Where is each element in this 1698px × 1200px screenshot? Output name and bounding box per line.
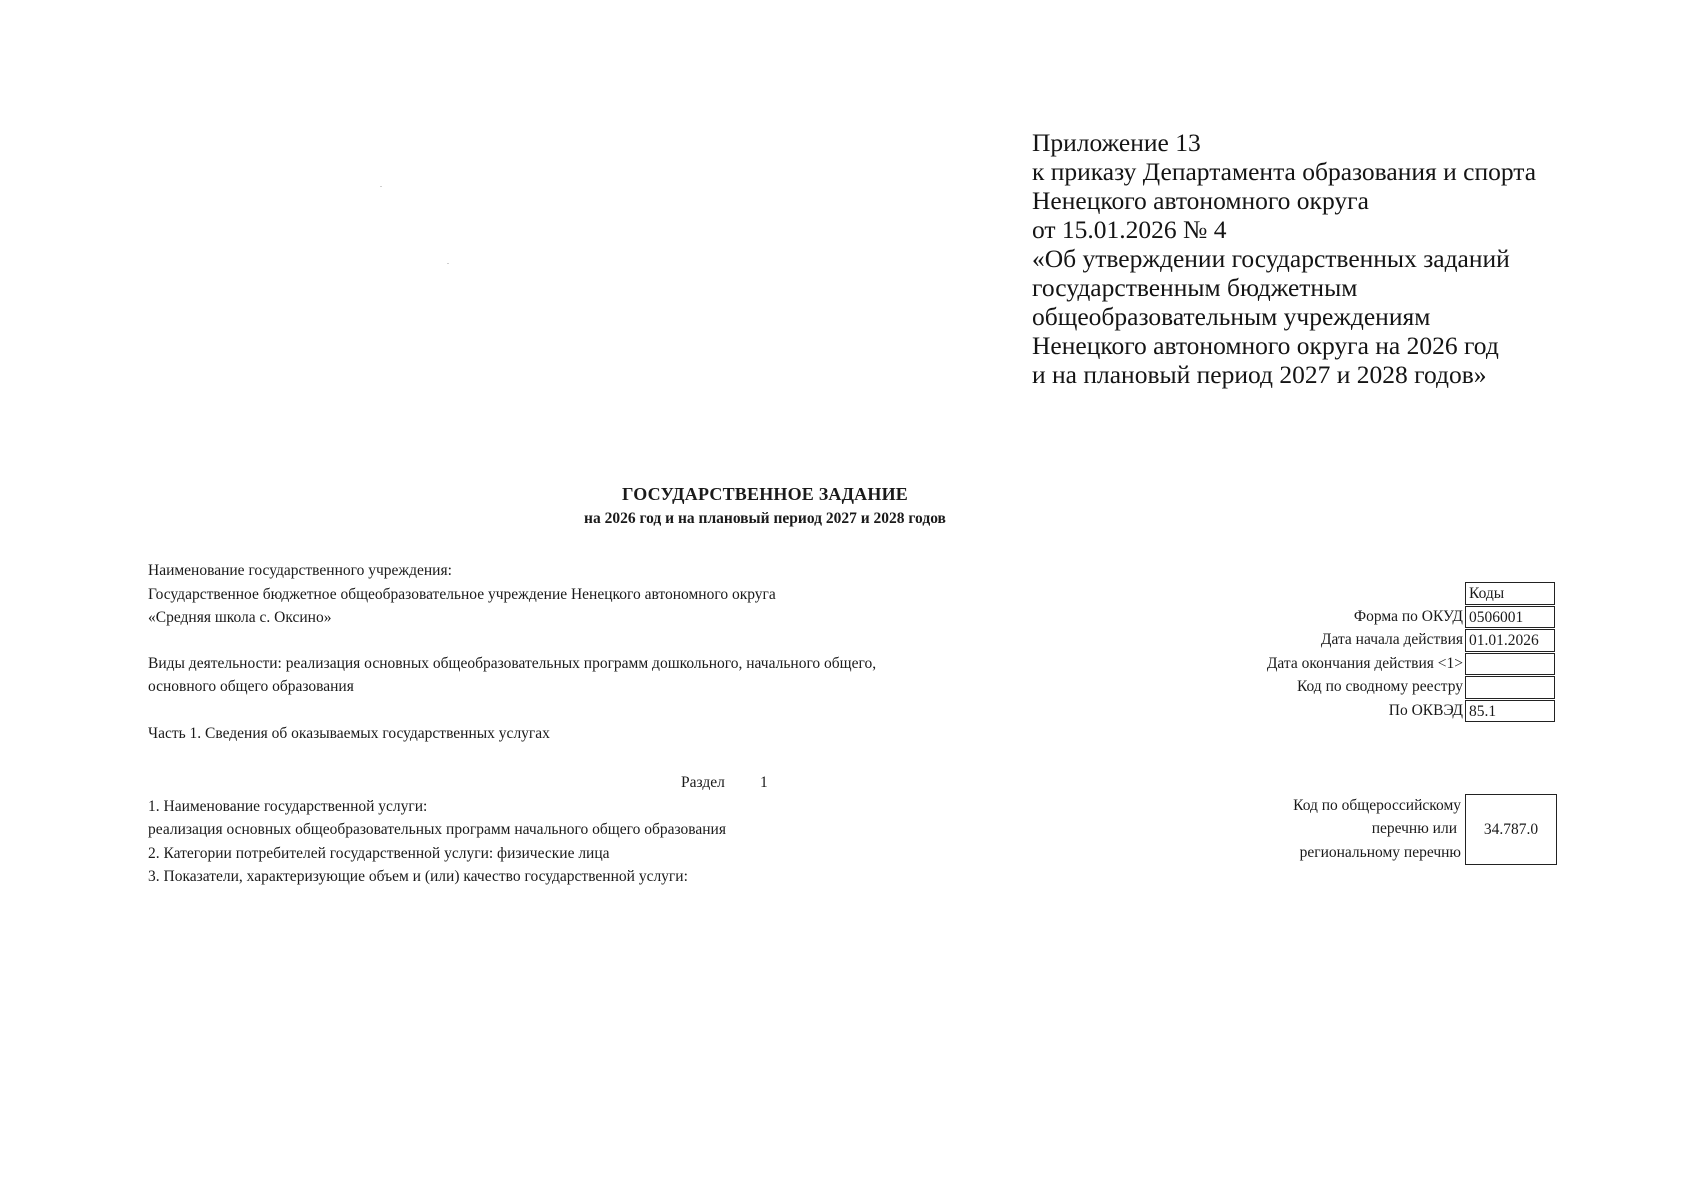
code-value: 01.01.2026 bbox=[1465, 629, 1555, 652]
code-value bbox=[1465, 676, 1555, 699]
activities-line2: основного общего образования bbox=[148, 678, 354, 695]
service-name-value: реализация основных общеобразовательных программ начального общего образования bbox=[148, 821, 726, 838]
registry-code-label-line1: Код по общероссийскому bbox=[1293, 797, 1461, 814]
codes-row bbox=[1120, 676, 1557, 700]
codes-row bbox=[1120, 606, 1557, 630]
code-label: Код по сводному реестру bbox=[1296, 678, 1463, 695]
annex-line: Ненецкого автономного округа на 2026 год bbox=[1032, 331, 1499, 360]
codes-header-row bbox=[1120, 582, 1557, 606]
activities-line1: Виды деятельности: реализация основных общеобразовательных программ дошкольного, начального общего, bbox=[148, 655, 877, 672]
codes-row bbox=[1120, 700, 1557, 724]
scan-speck bbox=[447, 263, 449, 264]
service-consumers: 2. Категории потребителей государственной услуги: физические лица bbox=[148, 845, 610, 862]
code-label: По ОКВЭД bbox=[1388, 701, 1463, 719]
registry-code-label-line2: перечню или bbox=[1371, 820, 1457, 837]
annex-line: Приложение 13 bbox=[1032, 128, 1201, 157]
scan-speck bbox=[380, 186, 382, 187]
annex-line: «Об утверждении государственных заданий bbox=[1032, 244, 1510, 273]
section-number: 1 bbox=[760, 774, 768, 791]
annex-block bbox=[1032, 128, 1536, 389]
service-indicators: 3. Показатели, характеризующие объем и (или) качество государственной услуги: bbox=[148, 868, 688, 885]
part-heading: Часть 1. Сведения об оказываемых государственных услугах bbox=[148, 725, 550, 742]
code-value bbox=[1465, 653, 1555, 676]
annex-line: общеобразовательным учреждениям bbox=[1032, 302, 1431, 331]
code-label: Дата начала действия bbox=[1320, 631, 1463, 648]
institution-name-line1: Государственное бюджетное общеобразовательное учреждение Ненецкого автономного округа bbox=[148, 586, 776, 603]
code-value: 85.1 bbox=[1465, 700, 1555, 723]
annex-line: от 15.01.2026 № 4 bbox=[1032, 215, 1227, 244]
annex-line: государственным бюджетным bbox=[1032, 273, 1358, 302]
document-subtitle: на 2026 год и на плановый период 2027 и 2028 годов bbox=[584, 510, 946, 527]
annex-line: Ненецкого автономного округа bbox=[1032, 186, 1369, 215]
annex-line: к приказу Департамента образования и спорта bbox=[1032, 157, 1537, 186]
codes-row bbox=[1120, 653, 1557, 677]
annex-line: и на плановый период 2027 и 2028 годов» bbox=[1032, 360, 1487, 389]
institution-label: Наименование государственного учреждения: bbox=[148, 562, 452, 579]
document-title: ГОСУДАРСТВЕННОЕ ЗАДАНИЕ bbox=[622, 484, 908, 504]
institution-name-line2: «Средняя школа с. Оксино» bbox=[148, 609, 332, 626]
section-label: Раздел bbox=[681, 774, 725, 791]
registry-code-box: 34.787.0 bbox=[1465, 794, 1557, 865]
codes-header-cell: Коды bbox=[1465, 582, 1555, 605]
code-label: Форма по ОКУД bbox=[1353, 607, 1463, 625]
codes-row bbox=[1120, 629, 1557, 653]
service-name-label: 1. Наименование государственной услуги: bbox=[148, 798, 428, 815]
code-value: 0506001 bbox=[1465, 606, 1555, 629]
code-label: Дата окончания действия <1> bbox=[1266, 654, 1463, 672]
registry-code-label-line3: региональному перечню bbox=[1299, 844, 1461, 861]
